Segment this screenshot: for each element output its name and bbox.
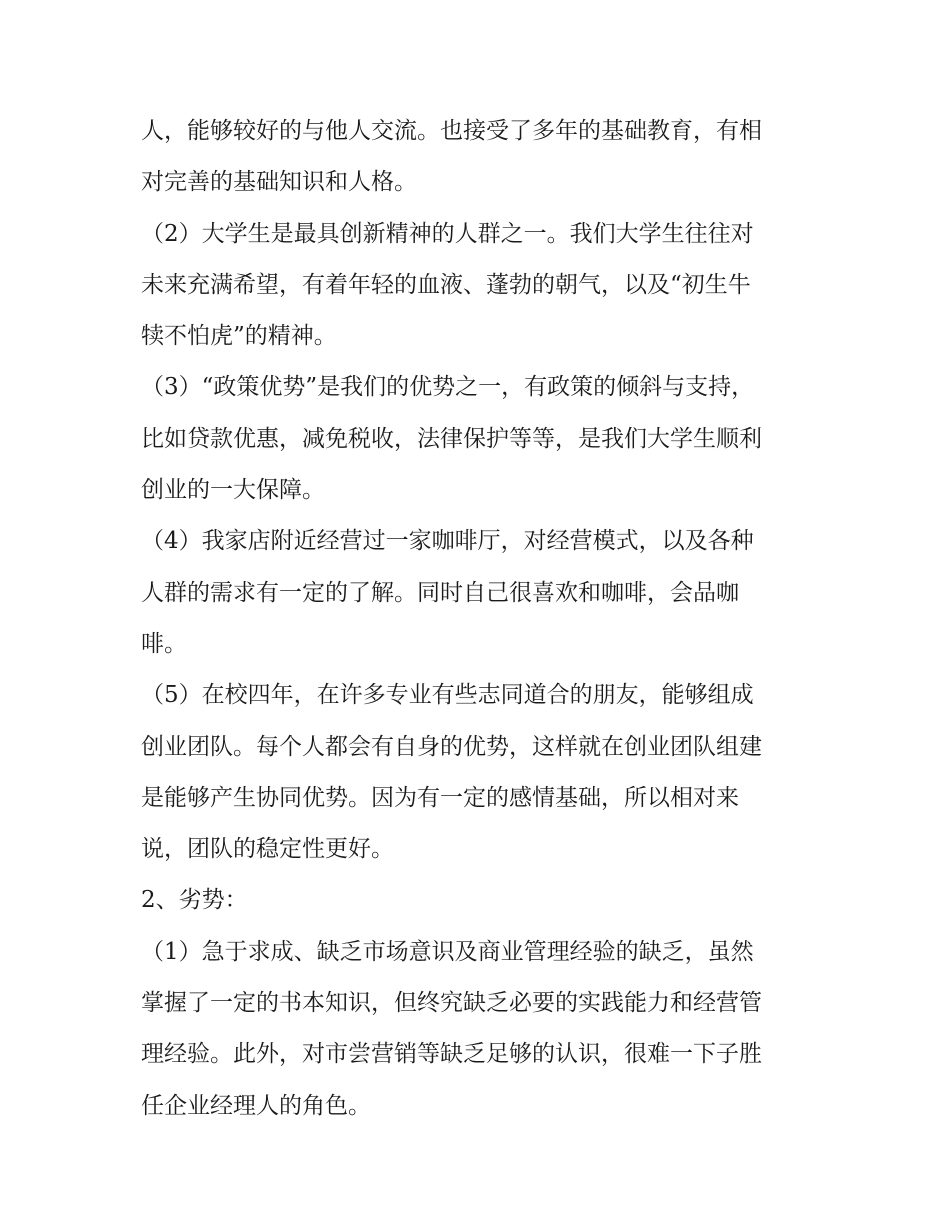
text-line: （5）在校四年，在许多专业有些志同道合的朋友，能够组成 (141, 682, 754, 709)
text-line: （1）急于求成、缺乏市场意识及商业管理经验的缺乏，虽然 (141, 938, 754, 965)
text-line: 未来充满希望，有着年轻的血液、蓬勃的朝气，以及“初生牛 (141, 271, 751, 298)
text-line: 人，能够较好的与他人交流。也接受了多年的基础教育，有相 (141, 118, 762, 144)
text-line: （2）大学生是最具创新精神的人群之一。我们大学生往往对 (141, 220, 754, 247)
text-line: 犊不怕虎”的精神。 (141, 323, 337, 350)
text-line: 创业团队。每个人都会有自身的优势，这样就在创业团队组建 (141, 733, 762, 760)
text-line: 理经验。此外，对市尝营销等缺乏足够的认识，很难一下子胜 (141, 1041, 762, 1068)
text-line: 是能够产生协同优势。因为有一定的感情基础，所以相对来 (141, 784, 739, 811)
text-line: 对完善的基础知识和人格。 (141, 169, 417, 196)
text-line: 比如贷款优惠，减免税收，法律保护等等，是我们大学生顺利 (141, 425, 762, 452)
text-line: （3）“政策优势”是我们的优势之一，有政策的倾斜与支持， (141, 374, 755, 401)
text-line: 任企业经理人的角色。 (141, 1092, 371, 1119)
text-line: 啡。 (141, 630, 187, 657)
body-text (141, 106, 821, 1132)
text-line: 掌握了一定的书本知识，但终究缺乏必要的实践能力和经营管 (141, 990, 762, 1017)
text-line: 人群的需求有一定的了解。同时自己很喜欢和咖啡，会品咖 (141, 579, 739, 606)
text-line: 说，团队的稳定性更好。 (141, 836, 394, 863)
text-line: 创业的一大保障。 (141, 477, 325, 504)
text-line: （4）我家店附近经营过一家咖啡厅，对经营模式，以及各种 (141, 528, 754, 555)
section-heading: 2、劣势： (141, 887, 248, 914)
